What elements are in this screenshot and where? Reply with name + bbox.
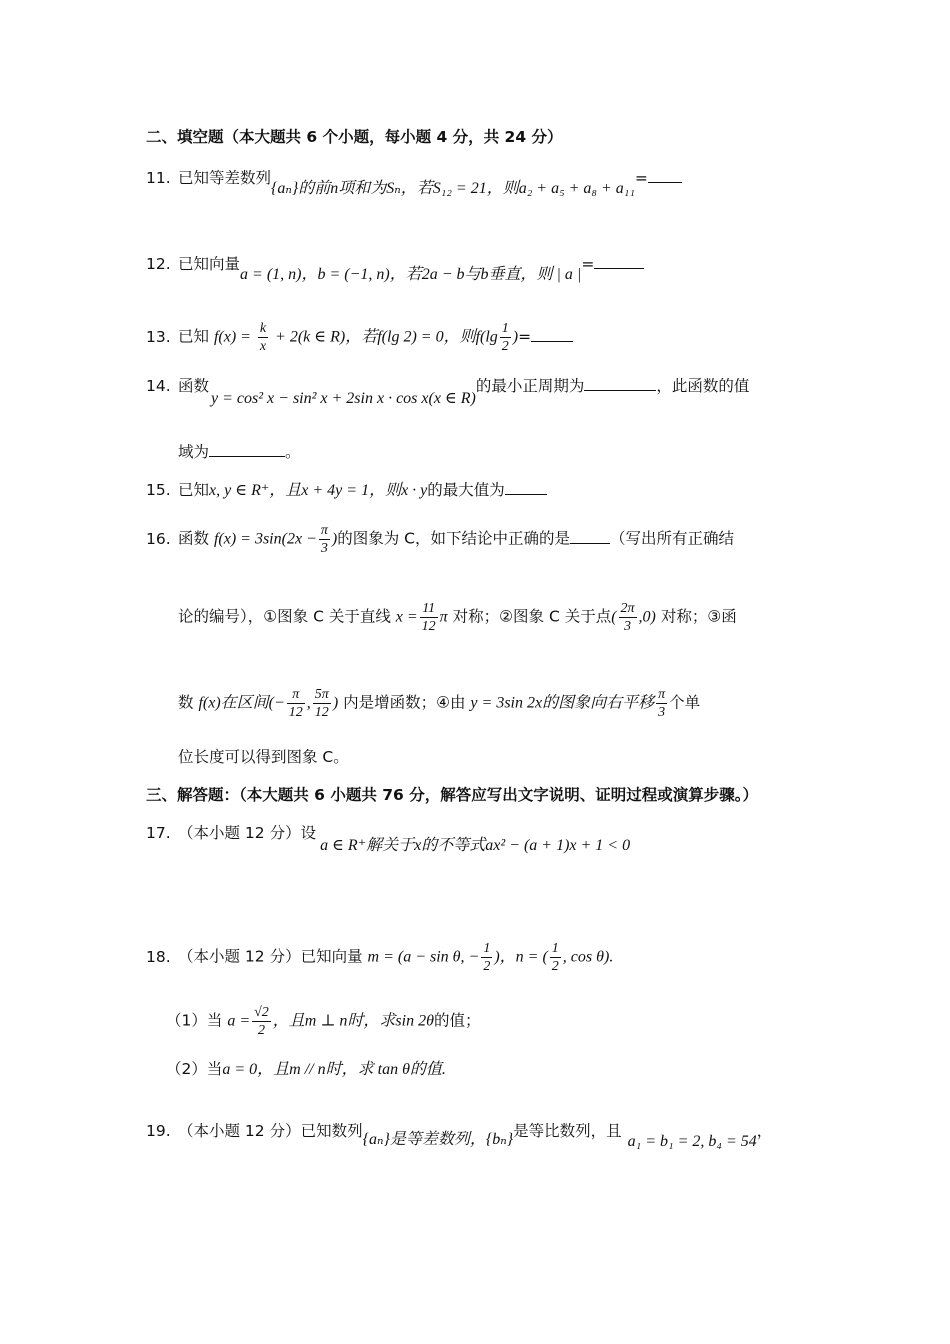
- question-text: 函数: [178, 529, 210, 548]
- part-tail: 的值；: [433, 1011, 481, 1030]
- part-math: a =: [227, 1012, 251, 1030]
- statement-3-text: 数: [178, 693, 194, 712]
- question-number: 17.: [146, 824, 171, 842]
- equals-sign: =: [634, 169, 648, 187]
- fraction-pi-over-12: $\frac{\pi}{12}$: [288, 687, 303, 720]
- statement-4-math: y = 3sin 2x的图象向右平移: [470, 694, 655, 712]
- question-math: a = (1, n)，b = (−1, n)，若2a − b与b垂直，则 | a |: [240, 266, 582, 283]
- question-13: [146, 320, 573, 355]
- statement-3-math: f(x)在区间(−: [198, 694, 285, 712]
- pi-symbol: π: [439, 608, 448, 626]
- question-12: [146, 252, 644, 283]
- fraction-pi-over-3-shift: $\frac{\pi}{3}$: [658, 687, 666, 720]
- point-close: ,0): [638, 608, 656, 626]
- question-text-2: 的最大值为: [427, 481, 505, 499]
- question-number: 15.: [146, 481, 171, 499]
- statement-4-text: 内是增函数；④由: [343, 693, 466, 712]
- question-text: （本小题 12 分）已知向量: [178, 947, 363, 966]
- question-text-3: （写出所有正确结: [609, 529, 734, 548]
- answer-blank-range: [209, 440, 285, 457]
- question-14: [146, 374, 750, 407]
- statement-1-math: x =: [395, 608, 418, 626]
- statement-2-text: 对称；②图象 C 关于点: [452, 607, 612, 626]
- question-math: f(x) =: [213, 328, 251, 346]
- question-number: 12.: [146, 255, 171, 273]
- vector-n: )，n = (: [494, 948, 548, 966]
- answer-blank: [531, 325, 573, 342]
- question-number: 13.: [146, 327, 171, 346]
- comma-mark: ，: [756, 1122, 773, 1140]
- question-text-3: ，此函数的值: [656, 377, 750, 395]
- question-number: 11.: [146, 169, 171, 187]
- question-math-2: a₁ = b₁ = 2, b₄ = 54: [627, 1133, 757, 1150]
- question-text: （本小题 12 分）已知数列: [178, 1122, 363, 1140]
- question-math: {aₙ}是等差数列，{bₙ}: [362, 1131, 514, 1148]
- question-text: 已知: [178, 481, 210, 499]
- fraction-one-half: $\frac{1}{2}$: [501, 321, 509, 354]
- question-11: [146, 166, 682, 197]
- question-text-2: 是等比数列，且: [513, 1122, 622, 1140]
- section-3-heading: 三、解答题：（本大题共 6 小题共 76 分，解答应写出文字说明、证明过程或演算步骤。）: [146, 786, 758, 804]
- question-text: 已知: [178, 327, 210, 346]
- question-16-line-4: [178, 746, 349, 768]
- fraction-11-over-12: $\frac{11}{12}$: [421, 601, 436, 634]
- question-math: x, y ∈ R⁺，且x + 4y = 1，则x · y: [209, 482, 428, 499]
- interval-close: ): [332, 694, 339, 712]
- question-math: {aₙ}的前n项和为Sₙ，若S₁₂ = 21，则a₂ + a₅ + a₈ + a₁₁: [271, 180, 635, 197]
- statement-4-end: 位长度可以得到图象 C。: [178, 748, 349, 766]
- question-18: [146, 940, 613, 975]
- equals-sign: =: [518, 327, 532, 346]
- part-math: a = 0，且m // n时，求 tan θ的值.: [222, 1061, 446, 1078]
- question-15: [146, 478, 547, 502]
- part-label: （2）当: [166, 1060, 223, 1078]
- answer-blank: [505, 478, 547, 495]
- fraction-sqrt2-over-2: $\frac{√2}{2}$: [254, 1005, 269, 1038]
- question-text: 域为: [178, 443, 210, 461]
- statement-4-unit: 个单: [669, 693, 701, 712]
- vector-m: m = (a − sin θ, −: [367, 948, 480, 966]
- question-math: a ∈ R⁺解关于x的不等式ax² − (a + 1)x + 1 < 0: [320, 837, 631, 854]
- fraction-k-over-x: $\frac{k}{x}$: [259, 321, 267, 354]
- question-math-close: ): [512, 328, 519, 346]
- question-text-2: 的图象为 C，如下结论中正确的是: [337, 529, 570, 548]
- vector-n-close: , cos θ).: [562, 948, 614, 966]
- fraction-pi-over-3: $\frac{\pi}{3}$: [320, 523, 328, 556]
- statement-3-start: 对称；③函: [660, 607, 737, 626]
- fraction-2pi-over-3: $\frac{2\pi}{3}$: [620, 601, 635, 634]
- question-number: 18.: [146, 947, 171, 966]
- statement-1-text: 论的编号），①图象 C 关于直线: [178, 607, 391, 626]
- question-math: y = cos² x − sin² x + 2sin x · cos x(x ∈ R): [211, 390, 476, 407]
- answer-blank: [648, 166, 682, 183]
- answer-blank: [570, 527, 610, 544]
- question-18-part-2: [166, 1058, 446, 1081]
- answer-blank: [594, 252, 644, 269]
- question-text: 已知等差数列: [178, 169, 272, 187]
- part-label: （1）当: [166, 1011, 223, 1030]
- question-number: 16.: [146, 529, 171, 548]
- section-2-heading: 二、填空题（本大题共 6 个小题，每小题 4 分，共 24 分）: [146, 128, 563, 146]
- comma: ,: [306, 694, 311, 712]
- question-18-part-1: [166, 1004, 480, 1039]
- fraction-one-half-b: $\frac{1}{2}$: [551, 941, 559, 974]
- question-16-line-2: [178, 600, 737, 635]
- equals-sign: =: [581, 255, 595, 273]
- question-17: [146, 822, 631, 854]
- question-math-close: ): [331, 530, 338, 548]
- question-number: 14.: [146, 377, 171, 395]
- question-math-cont: + 2(k ∈ R)，若f(lg 2) = 0，则f(lg: [275, 328, 498, 346]
- fraction-5pi-over-12: $\frac{5\pi}{12}$: [314, 687, 329, 720]
- question-text: （本小题 12 分）设: [178, 824, 317, 842]
- question-19: [146, 1120, 773, 1150]
- question-16-line-3: [178, 686, 700, 721]
- part-math-cont: ，且m ⊥ n时，求sin 2θ: [272, 1012, 434, 1030]
- point-open: (: [611, 608, 617, 626]
- question-number: 19.: [146, 1122, 171, 1140]
- question-text-2: 的最小正周期为: [475, 377, 585, 395]
- question-math: f(x) = 3sin(2x −: [213, 530, 317, 548]
- fraction-one-half-a: $\frac{1}{2}$: [483, 941, 491, 974]
- question-text: 函数: [178, 377, 210, 395]
- period-mark: 。: [285, 443, 301, 461]
- answer-blank-period: [584, 374, 656, 391]
- question-14-cont: [178, 440, 301, 463]
- question-text: 已知向量: [178, 255, 241, 273]
- question-16: [146, 522, 734, 557]
